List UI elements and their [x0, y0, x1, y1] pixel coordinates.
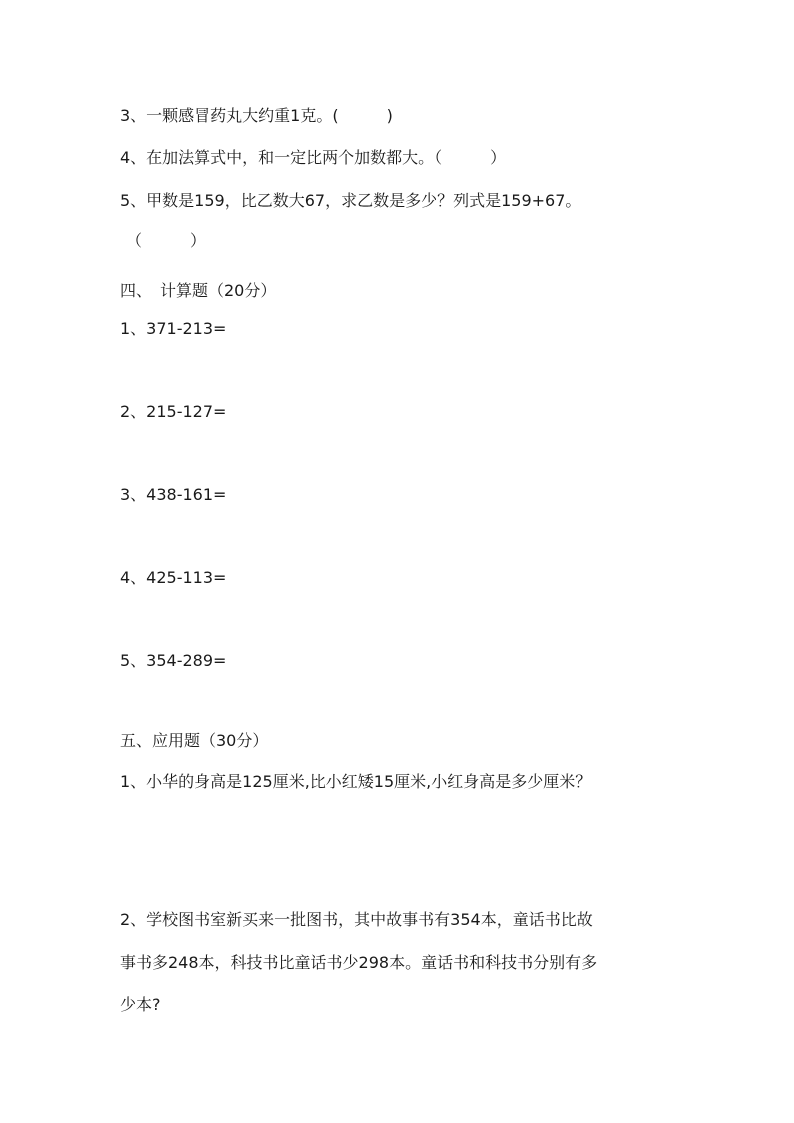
judgment-item-5: 5、甲数是159，比乙数大67，求乙数是多少？列式是159+67。	[120, 191, 582, 210]
calc-item-2: 2、215-127=	[120, 402, 227, 421]
calc-item-5: 5、354-289=	[120, 651, 227, 670]
section-four-title: 四、 计算题（20分）	[120, 281, 277, 300]
section-five-title: 五、应用题（30分）	[120, 731, 269, 750]
judgment-item-5-answer-blank: （ ）	[126, 231, 207, 250]
calc-item-3: 3、438-161=	[120, 485, 227, 504]
calc-item-4: 4、425-113=	[120, 568, 227, 587]
word-problem-2-line-1: 2、学校图书室新买来一批图书，其中故事书有354本，童话书比故	[120, 910, 593, 929]
judgment-item-4: 4、在加法算式中，和一定比两个加数都大。（ ）	[120, 148, 507, 167]
word-problem-1: 1、小华的身高是125厘米,比小红矮15厘米,小红身高是多少厘米？	[120, 772, 592, 791]
calc-item-1: 1、371-213=	[120, 319, 227, 338]
word-problem-2-line-2: 事书多248本，科技书比童话书少298本。童话书和科技书分别有多	[120, 953, 598, 972]
judgment-item-3: 3、一颗感冒药丸大约重1克。( )	[120, 106, 393, 125]
word-problem-2-line-3: 少本?	[120, 995, 161, 1014]
